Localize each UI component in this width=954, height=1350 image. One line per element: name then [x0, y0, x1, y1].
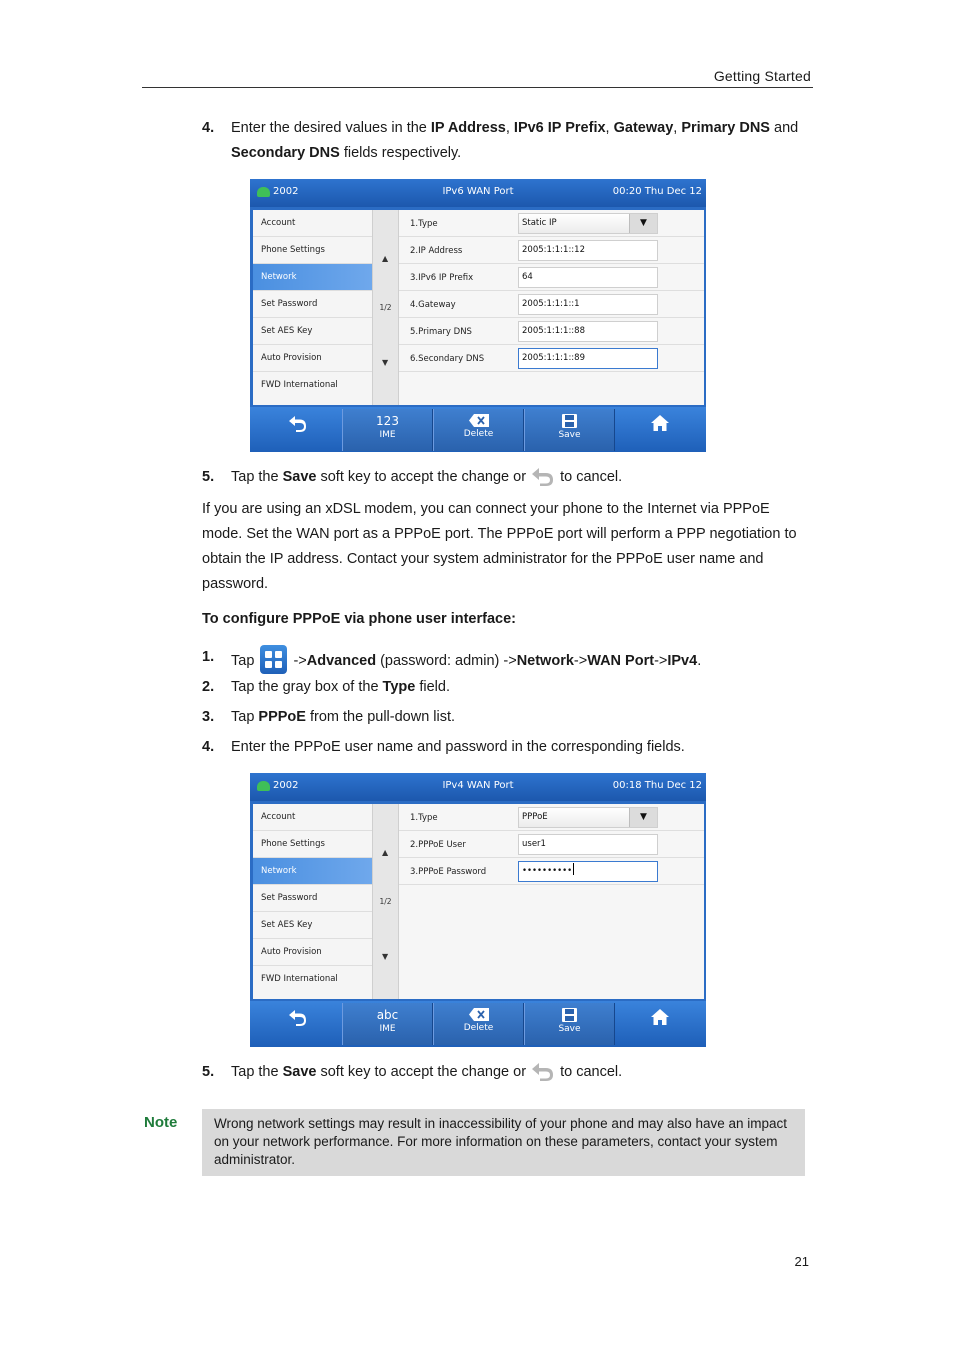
menu-item-set-aes-key[interactable]: Set AES Key [253, 318, 372, 345]
scroll-down-icon[interactable]: ▼ [382, 952, 389, 961]
step-4-enter-pppoe: 4. Enter the PPPoE user name and password in the corresponding fields. [202, 739, 685, 755]
page-indicator: 1/2 [379, 303, 392, 312]
menu-item-phone-settings[interactable]: Phone Settings [253, 831, 372, 858]
menu-item-account[interactable]: Account [253, 210, 372, 237]
back-icon [530, 466, 556, 486]
field-list [399, 210, 704, 405]
step-4-text: Enter the desired values in the IP Address, IPv6 IP Prefix, Gateway, Primary DNS and Secondary DNS fields respectively. [231, 120, 799, 161]
clock: 00:18 Thu Dec 12 [612, 780, 702, 791]
save-softkey[interactable]: Save [524, 409, 615, 451]
step-2-tap-type: 2. Tap the gray box of the Type field. [202, 679, 450, 695]
delete-softkey[interactable]: Delete [433, 409, 524, 451]
step-3-tap-pppoe: 3. Tap PPPoE from the pull-down list. [202, 709, 456, 725]
scroll-down-icon[interactable]: ▼ [382, 358, 389, 367]
phone-body [253, 804, 704, 999]
header-rule [142, 87, 813, 88]
procedure-title: To configure PPPoE via phone user interface: [202, 611, 516, 627]
softkey-bar [250, 407, 706, 452]
note-box: Wrong network settings may result in inaccessibility of your phone and may also have an impact on your network performance. For more information on these parameters, contact your system administrator. [202, 1109, 805, 1176]
menu-item-auto-provision[interactable]: Auto Provision [253, 939, 372, 966]
phone-body [253, 210, 704, 405]
back-icon [530, 1061, 556, 1081]
screen-title: IPv6 WAN Port [442, 186, 514, 197]
save-softkey[interactable]: Save [524, 1003, 615, 1045]
save-icon [562, 414, 577, 428]
account-label: 2002 [273, 780, 299, 791]
text-caret [573, 863, 574, 875]
menu-item-set-password[interactable]: Set Password [253, 291, 372, 318]
menu-item-phone-settings[interactable]: Phone Settings [253, 237, 372, 264]
menu-item-fwd-international[interactable]: FWD International [261, 974, 338, 984]
settings-menu [253, 210, 372, 405]
menu-item-set-aes-key[interactable]: Set AES Key [253, 912, 372, 939]
dropdown-arrow-icon[interactable]: ▼ [629, 808, 657, 827]
delete-softkey[interactable]: Delete [433, 1003, 524, 1045]
scroll-up-icon[interactable]: ▲ [382, 848, 389, 857]
settings-menu [253, 804, 372, 999]
pppoe-intro-paragraph: If you are using an xDSL modem, you can connect your phone to the Internet via PPPoE mode. Set the WAN port as a PPPoE port. The PPPoE port will perform a PPP negotiation to obtain the IP address. Contact your system administrator for the PPPoE user name and password. [202, 501, 797, 592]
ip-address-input[interactable]: 2005:1:1:1::12 [518, 240, 658, 261]
dropdown-arrow-icon[interactable]: ▼ [629, 214, 657, 233]
field-row-type: 1.Type Static IP ▼ [399, 210, 704, 237]
back-icon [288, 1008, 308, 1026]
menu-item-network[interactable]: Network [253, 264, 372, 291]
clock: 00:20 Thu Dec 12 [612, 186, 702, 197]
type-dropdown[interactable]: PPPoE ▼ [518, 807, 658, 828]
pppoe-password-input[interactable]: •••••••••• [518, 861, 658, 882]
screen-title: IPv4 WAN Port [442, 780, 514, 791]
secondary-dns-input[interactable]: 2005:1:1:1::89 [518, 348, 658, 369]
field-list [399, 804, 704, 999]
home-icon [650, 1008, 670, 1026]
scroll-up-icon[interactable]: ▲ [382, 254, 389, 263]
ipv6-prefix-input[interactable]: 64 [518, 267, 658, 288]
phone-screen-ipv6-wan-port [250, 179, 706, 452]
save-icon [562, 1008, 577, 1022]
softkey-bar [250, 1001, 706, 1047]
delete-icon [469, 1008, 489, 1021]
phone-title-bar [250, 773, 706, 801]
field-row-pppoe-password: 3.PPPoE Password •••••••••• [399, 858, 704, 885]
field-row-primary-dns: 5.Primary DNS 2005:1:1:1::88 [399, 318, 704, 345]
step-5-save-a: 5. Tap the Save soft key to accept the change or to cancel. [202, 465, 814, 491]
ime-softkey[interactable]: 123 IME [342, 409, 433, 451]
step-1-tap-menu: 1. Tap ->Advanced (password: admin) ->Network->WAN Port->IPv4. [202, 645, 814, 675]
page-indicator: 1/2 [379, 897, 392, 906]
ime-softkey[interactable]: abc IME [342, 1003, 433, 1045]
phone-screen-ipv4-wan-port [250, 773, 706, 1047]
back-softkey[interactable] [278, 1003, 318, 1045]
field-row-gateway: 4.Gateway 2005:1:1:1::1 [399, 291, 704, 318]
home-icon [650, 414, 670, 432]
menu-item-network[interactable]: Network [253, 858, 372, 885]
field-row-secondary-dns: 6.Secondary DNS 2005:1:1:1::89 [399, 345, 704, 372]
gateway-input[interactable]: 2005:1:1:1::1 [518, 294, 658, 315]
home-softkey[interactable] [640, 1003, 680, 1045]
note-label: Note [144, 1114, 178, 1131]
field-row-pppoe-user: 2.PPPoE User user1 [399, 831, 704, 858]
field-row-type: 1.Type PPPoE ▼ [399, 804, 704, 831]
primary-dns-input[interactable]: 2005:1:1:1::88 [518, 321, 658, 342]
delete-icon [469, 414, 489, 427]
page-number: 21 [794, 1254, 809, 1269]
home-softkey[interactable] [640, 409, 680, 451]
menu-item-set-password[interactable]: Set Password [253, 885, 372, 912]
menu-item-auto-provision[interactable]: Auto Provision [253, 345, 372, 372]
menu-scrollbar[interactable] [372, 804, 399, 999]
back-softkey[interactable] [278, 409, 318, 451]
back-icon [288, 414, 308, 432]
running-header: Getting Started [713, 68, 811, 84]
field-row-ipv6-prefix: 3.IPv6 IP Prefix 64 [399, 264, 704, 291]
menu-grid-icon [260, 645, 287, 674]
account-label: 2002 [273, 186, 299, 197]
pppoe-user-input[interactable]: user1 [518, 834, 658, 855]
step-5-save-b: 5. Tap the Save soft key to accept the change or to cancel. [202, 1060, 814, 1086]
menu-item-fwd-international[interactable]: FWD International [261, 380, 338, 390]
field-row-ip-address: 2.IP Address 2005:1:1:1::12 [399, 237, 704, 264]
menu-item-account[interactable]: Account [253, 804, 372, 831]
step-4-enter-values: 4. Enter the desired values in the IP Address, IPv6 IP Prefix, Gateway, Primary DNS and Secondary DNS fields respectively. [202, 116, 814, 166]
phone-title-bar [250, 179, 706, 207]
type-dropdown[interactable]: Static IP ▼ [518, 213, 658, 234]
menu-scrollbar[interactable] [372, 210, 399, 405]
